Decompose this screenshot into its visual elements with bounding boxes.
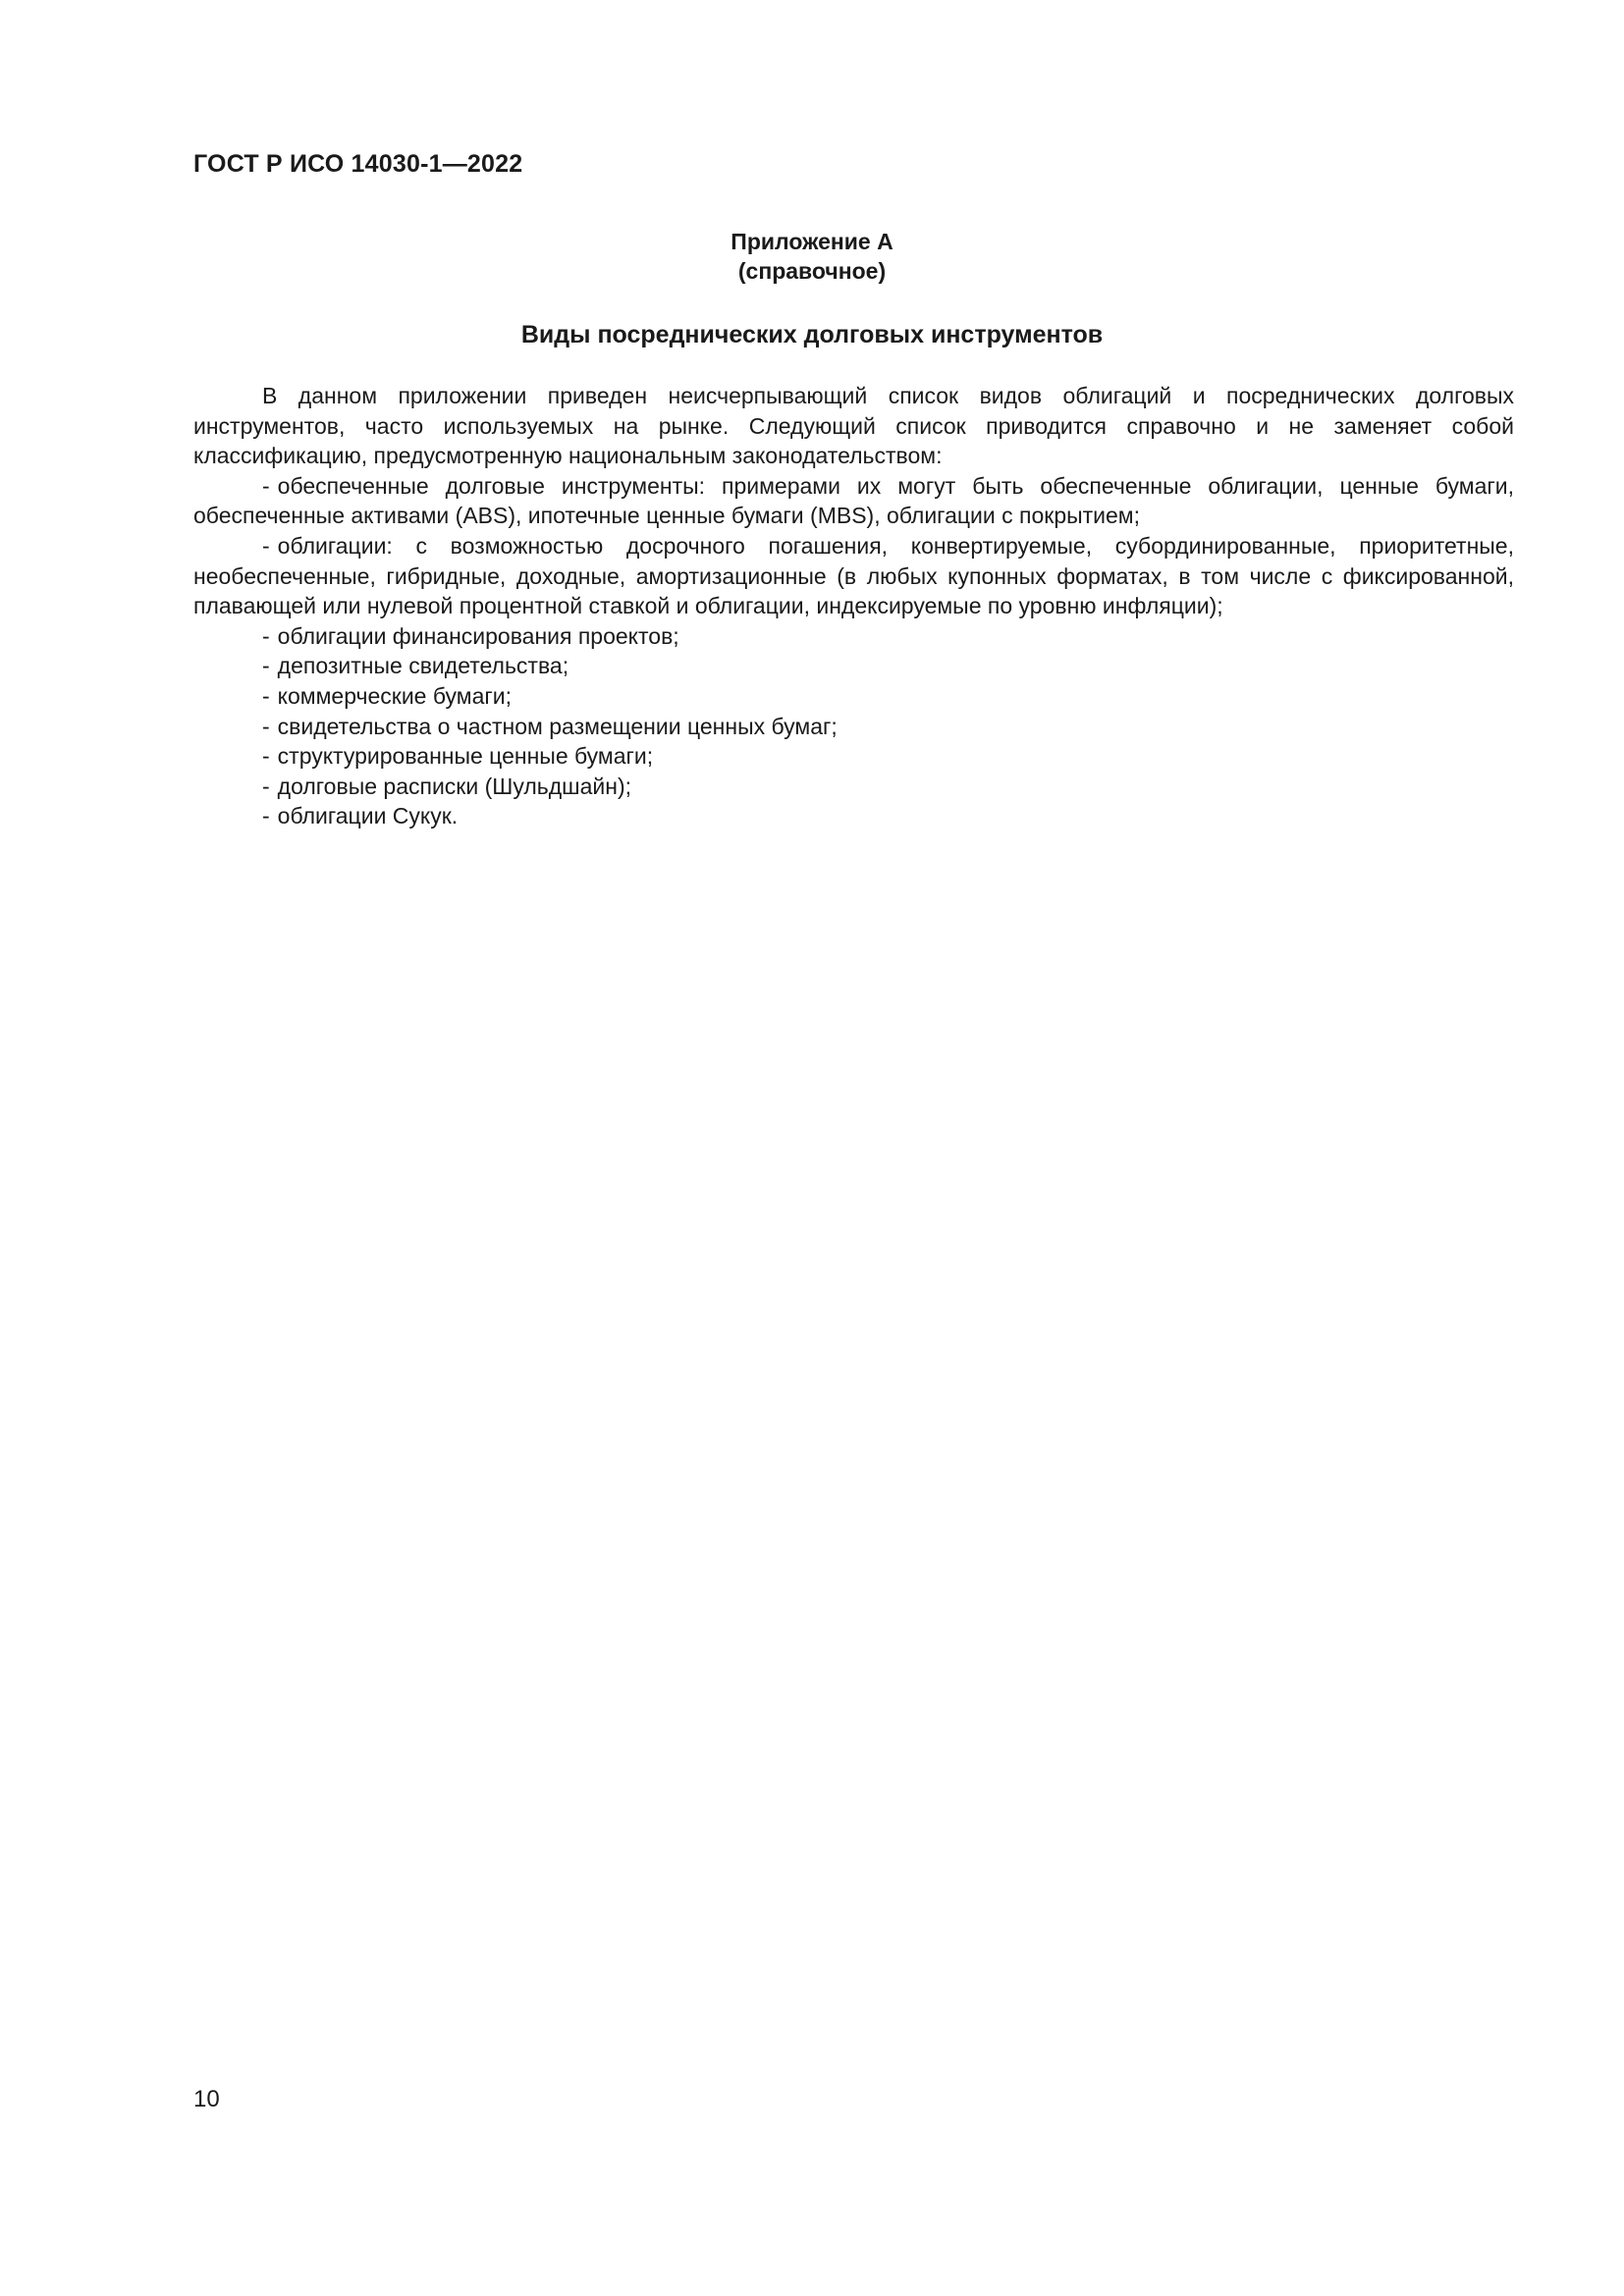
- appendix-label: Приложение А: [731, 229, 893, 254]
- list-dash: -: [262, 803, 270, 829]
- instrument-list: [193, 471, 1514, 831]
- intro-paragraph: В данном приложении приведен неисчерпывающий список видов облигаций и посреднических долговых инструментов, часто используемых на рынке. Следующий список приводится справочно и не заменяет собой классификацию, предусмотренную национальным законодательством:: [193, 383, 1514, 469]
- document-code-header: ГОСТ Р ИСО 14030-1—2022: [193, 150, 523, 178]
- list-item: [193, 471, 1514, 531]
- list-item-text: коммерческие бумаги;: [277, 682, 512, 709]
- list-item-text: облигации Сукук.: [277, 803, 459, 829]
- list-item: [193, 681, 1514, 712]
- list-item-text: структурированные ценные бумаги;: [277, 743, 654, 770]
- list-item: [193, 531, 1514, 621]
- list-item: [193, 741, 1514, 772]
- list-item: [193, 801, 1514, 831]
- list-dash: -: [262, 472, 270, 499]
- list-dash: -: [262, 532, 270, 559]
- list-dash: -: [262, 622, 270, 649]
- list-item-text: обеспеченные долговые инструменты: примерами их могут быть обеспеченные облигации, ценные бумаги, обеспеченные активами (ABS), ипотечные ценные бумаги (MBS), облигации с покрытием;: [193, 472, 1514, 529]
- list-item-text: долговые расписки (Шульдшайн);: [277, 773, 631, 799]
- appendix-title: Виды посреднических долговых инструментов: [520, 321, 1104, 348]
- appendix-type: (справочное): [737, 258, 887, 284]
- appendix-heading: [0, 227, 1624, 286]
- appendix-body: [193, 381, 1514, 831]
- list-dash: -: [262, 713, 270, 739]
- list-item: [193, 651, 1514, 681]
- list-item: [193, 772, 1514, 802]
- list-item: [193, 712, 1514, 742]
- list-dash: -: [262, 773, 270, 799]
- list-item-text: депозитные свидетельства;: [277, 653, 569, 679]
- list-item: [193, 621, 1514, 652]
- list-item-text: свидетельства о частном размещении ценных бумаг;: [277, 713, 838, 739]
- list-dash: -: [262, 743, 270, 770]
- list-dash: -: [262, 653, 270, 679]
- list-item-text: облигации: с возможностью досрочного погашения, конвертируемые, субординированные, приоритетные, необеспеченные, гибридные, доходные, амортизационные (в любых купонных форматах, в том числе с фиксированной, плавающей или нулевой процентной ставкой и облигации, индексируемые по уровню инфляции);: [193, 532, 1514, 619]
- list-item-text: облигации финансирования проектов;: [277, 622, 679, 649]
- page-number: 10: [193, 2086, 220, 2112]
- list-dash: -: [262, 682, 270, 709]
